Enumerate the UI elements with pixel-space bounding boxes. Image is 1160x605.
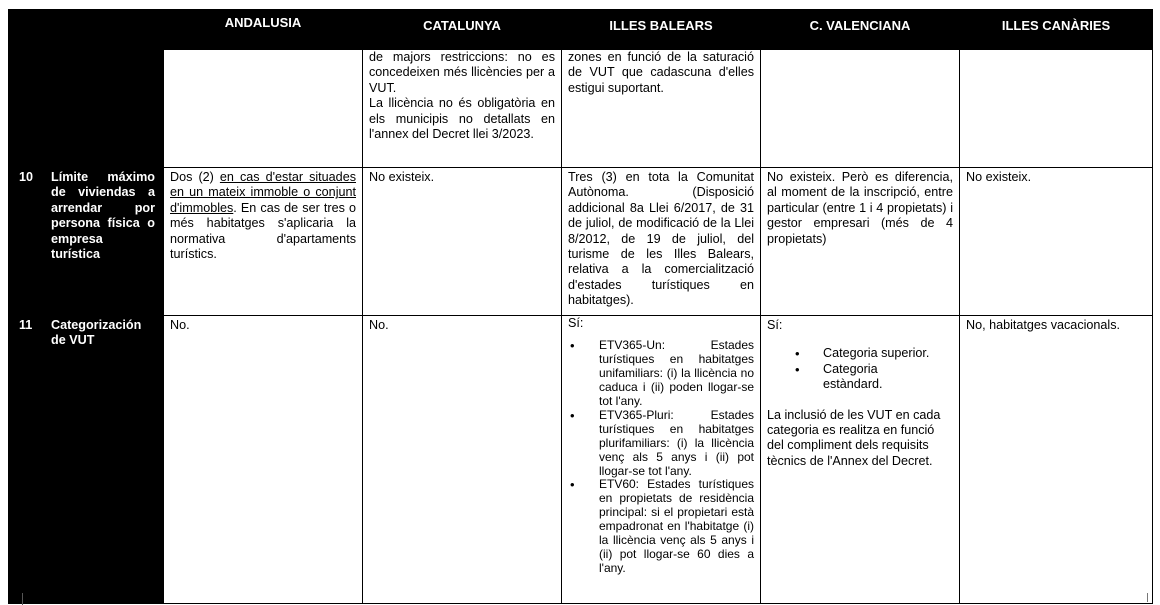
balears-intro: Sí: [568, 316, 584, 330]
cell-c-valenciana [761, 316, 960, 604]
row-label: Límite máximo de viviendas a arrendar por persona física o empresa turística [49, 168, 164, 316]
valenciana-category-list [767, 346, 953, 392]
header-andalusia-text: ANDALUSIA [224, 15, 302, 30]
balears-category-list [568, 339, 754, 575]
header-c-valenciana: C. VALENCIANA [761, 10, 960, 50]
andalusia-underlined-text: en cas d'estar situades en un mateix immoble o conjunt d'immobles [170, 170, 356, 215]
cell-illes-balears [562, 316, 761, 604]
list-item: • Categoria estàndard. [767, 362, 953, 393]
catalunya-paragraph-2: La llicència no és obligatòria en els municipis no detallats en l'annex del Decret llei 3/2023. [369, 96, 555, 142]
document-page [8, 9, 1152, 604]
valenciana-outro: La inclusió de les VUT en cada categoria es realitza en funció del compliment dels requisits tècnics de l'Annex del Decret. [767, 407, 941, 468]
header-illes-balears: ILLES BALEARS [562, 10, 761, 50]
header-andalusia [164, 10, 363, 50]
spacer [767, 393, 953, 408]
cell-catalunya [363, 50, 562, 168]
list-item: • ETV365-Un: Estades turístiques en habitatges unifamiliars: (i) la llicència no caduca i (ii) poden llogar-se tot l'any. [568, 339, 754, 409]
andalusia-text-start: Dos (2) [170, 170, 220, 184]
cell-c-valenciana [761, 50, 960, 168]
page-margin-mark-left [22, 593, 23, 605]
comparison-table [8, 9, 1153, 604]
header-illes-canaries: ILLES CANÀRIES [960, 10, 1153, 50]
cell-c-valenciana: No existeix. Però es diferencia, al moment de la inscripció, entre particular (entre 1 i 4 propietats) i gestor empresari (més de 4 propietats) [761, 168, 960, 316]
cell-illes-balears: Tres (3) en tota la Comunitat Autònoma. (Disposició addicional 8a Llei 6/2017, de 31 de juliol, de modificació de la Llei 8/2012, de 19 de juliol, del turisme de les Illes Balears, relativa a la comercialització d'estades turístiques en habitatges). [562, 168, 761, 316]
cell-andalusia [164, 168, 363, 316]
list-item: • ETV60: Estades turístiques en propietats de residència principal: si el propietari està empadronat en l'habitatge (i) la llicència venç als 5 anys i (ii) pot llogar-se 60 dies a l'any. [568, 478, 754, 575]
cell-catalunya: No existeix. [363, 168, 562, 316]
cell-illes-canaries: No, habitatges vacacionals. [960, 316, 1153, 604]
list-item: • Categoria superior. [767, 346, 953, 361]
cell-illes-balears: zones en funció de la saturació de VUT que cadascuna d'elles estigui suportant. [562, 50, 761, 168]
row-number: 11 [9, 316, 49, 604]
list-item: • ETV365-Pluri: Estades turístiques en habitatges plurifamiliars: (i) la llicència venç als 5 anys i (ii) pot llogar-se tot l'any. [568, 409, 754, 479]
cell-catalunya: No. [363, 316, 562, 604]
table-row-11 [9, 316, 1153, 604]
andalusia-text-end: . En cas de ser tres o més habitatges s'aplicaria la normativa d'apartaments turístics. [170, 200, 356, 262]
header-catalunya: CATALUNYA [363, 10, 562, 50]
page-margin-mark-right [1147, 593, 1148, 602]
cell-andalusia [164, 50, 363, 168]
table-row-continuation [9, 50, 1153, 168]
table-row-10 [9, 168, 1153, 316]
row-number-cell [9, 50, 49, 168]
header-blank-label [49, 10, 164, 50]
cell-illes-canaries: No existeix. [960, 168, 1153, 316]
cell-illes-canaries [960, 50, 1153, 168]
header-row [9, 10, 1153, 50]
valenciana-intro: Sí: [767, 318, 783, 332]
row-number: 10 [9, 168, 49, 316]
header-blank-number [9, 10, 49, 50]
row-label-cell [49, 50, 164, 168]
catalunya-paragraph-1: de majors restriccions: no es concedeixen més llicències per a VUT. [369, 50, 555, 95]
cell-andalusia: No. [164, 316, 363, 604]
row-label: Categorización de VUT [49, 316, 164, 604]
